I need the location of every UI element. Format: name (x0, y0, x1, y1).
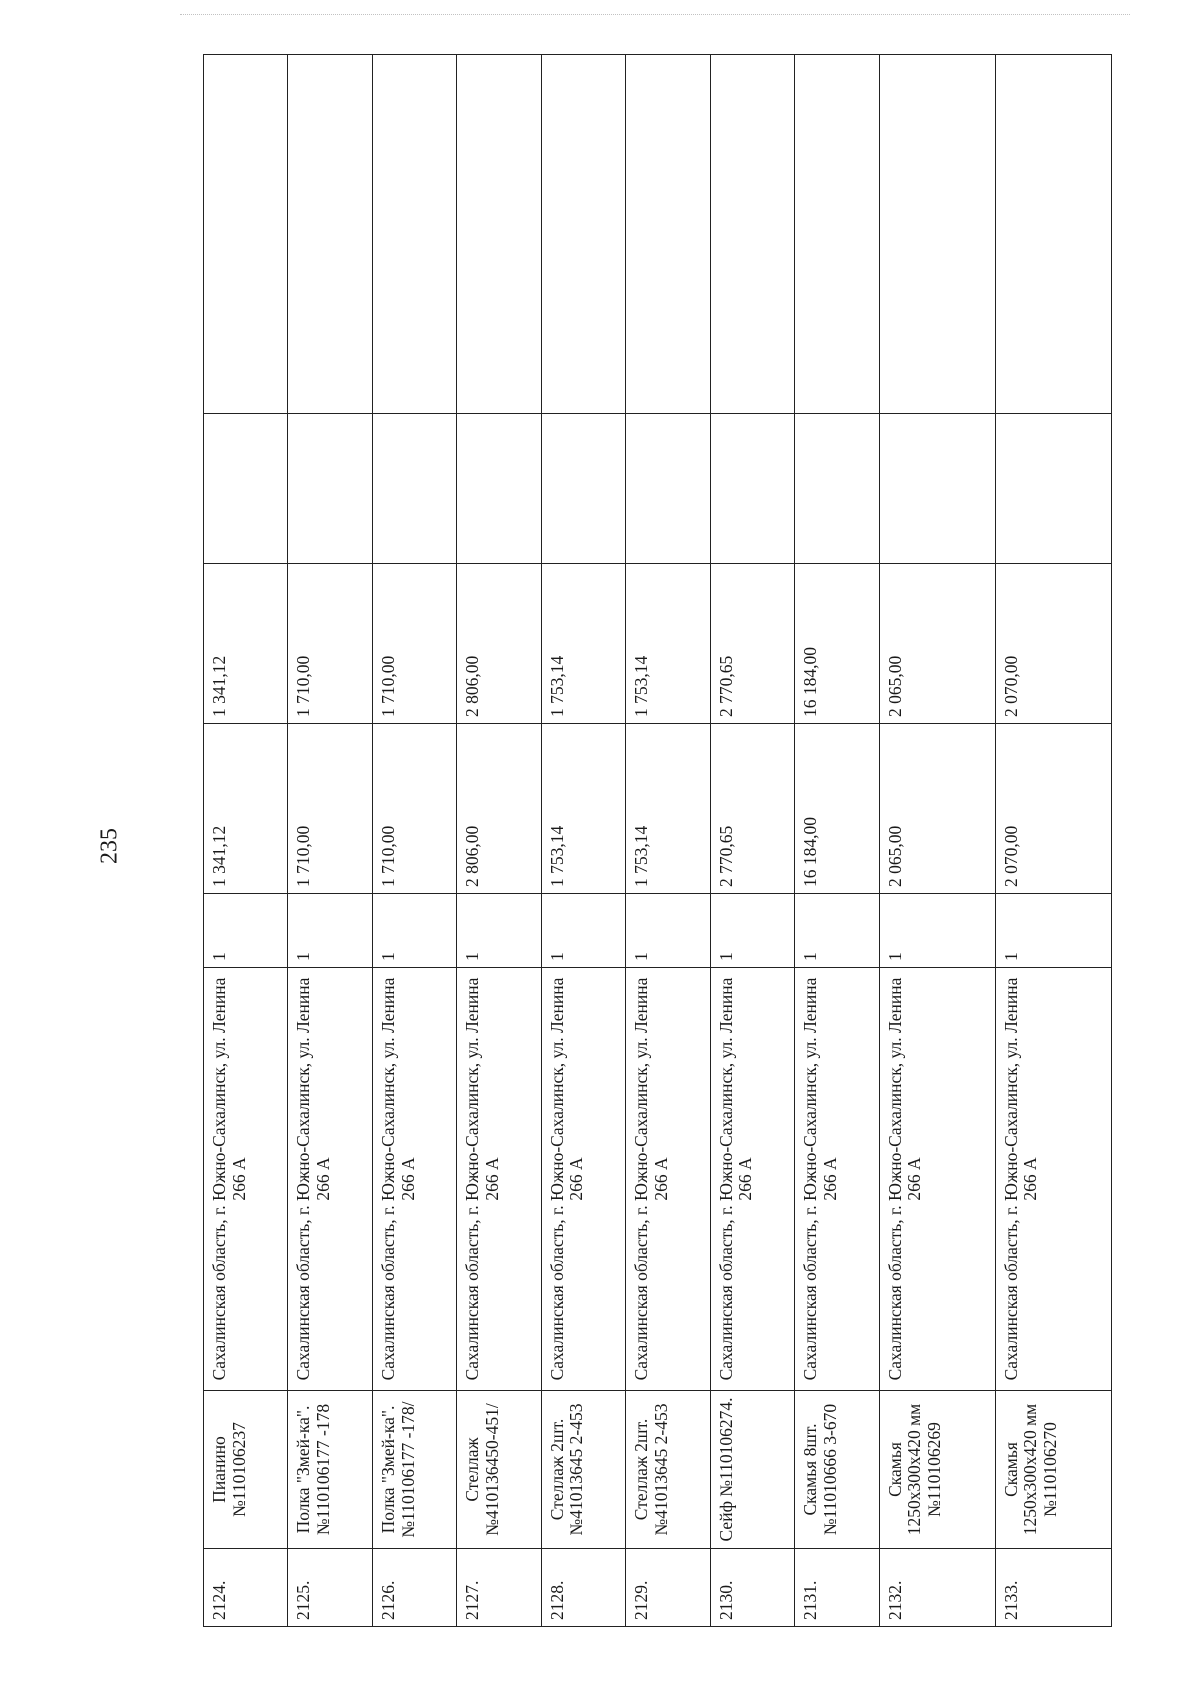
cell-address: Сахалинская область, г. Южно-Сахалинск, ул. Ленина 266 А (995, 968, 1111, 1391)
table-row (795, 55, 879, 1627)
cell-quantity: 1 (288, 894, 372, 968)
cell-empty-2 (626, 55, 710, 414)
cell-cost: 1 753,14 (626, 724, 710, 894)
cell-cost: 2 770,65 (710, 724, 794, 894)
cell-address: Сахалинская область, г. Южно-Сахалинск, ул. Ленина 266 А (879, 968, 995, 1391)
table-row (288, 55, 372, 1627)
table-row (457, 55, 541, 1627)
cell-cost: 2 070,00 (995, 724, 1111, 894)
cell-residual-value: 2 070,00 (995, 564, 1111, 724)
cell-empty-1 (710, 414, 794, 564)
cell-empty-1 (995, 414, 1111, 564)
cell-empty-1 (795, 414, 879, 564)
table-row (541, 55, 625, 1627)
cell-empty-2 (879, 55, 995, 414)
cell-quantity: 1 (457, 894, 541, 968)
cell-empty-2 (541, 55, 625, 414)
cell-address: Сахалинская область, г. Южно-Сахалинск, ул. Ленина 266 А (710, 968, 794, 1391)
cell-number: 2126. (372, 1549, 456, 1627)
cell-number: 2128. (541, 1549, 625, 1627)
cell-item-name: Сейф №110106274. (710, 1391, 794, 1549)
cell-empty-2 (795, 55, 879, 414)
cell-residual-value: 2 770,65 (710, 564, 794, 724)
cell-residual-value: 2 806,00 (457, 564, 541, 724)
table-row (879, 55, 995, 1627)
scan-edge-marks (180, 14, 1130, 33)
cell-address: Сахалинская область, г. Южно-Сахалинск, ул. Ленина 266 А (288, 968, 372, 1391)
cell-empty-1 (626, 414, 710, 564)
cell-number: 2131. (795, 1549, 879, 1627)
rotated-table-container (203, 55, 1112, 1627)
cell-address: Сахалинская область, г. Южно-Сахалинск, ул. Ленина 266 А (541, 968, 625, 1391)
cell-residual-value: 1 710,00 (288, 564, 372, 724)
cell-address: Сахалинская область, г. Южно-Сахалинск, ул. Ленина 266 А (204, 968, 288, 1391)
cell-item-name: Полка "Змей-ка".№110106177 -178/ (372, 1391, 456, 1549)
table-row (372, 55, 456, 1627)
cell-empty-2 (995, 55, 1111, 414)
table-row (204, 55, 288, 1627)
cell-item-name: Стеллаж 2шт.№41013645 2-453 (541, 1391, 625, 1549)
cell-address: Сахалинская область, г. Южно-Сахалинск, ул. Ленина 266 А (457, 968, 541, 1391)
cell-cost: 16 184,00 (795, 724, 879, 894)
cell-quantity: 1 (995, 894, 1111, 968)
cell-quantity: 1 (541, 894, 625, 968)
cell-number: 2130. (710, 1549, 794, 1627)
cell-item-name: Стеллаж №410136450-451/ (457, 1391, 541, 1549)
cell-residual-value: 1 753,14 (541, 564, 625, 724)
cell-quantity: 1 (372, 894, 456, 968)
cell-number: 2125. (288, 1549, 372, 1627)
cell-item-name: Скамья 8шт.№11010666 3-670 (795, 1391, 879, 1549)
cell-empty-2 (710, 55, 794, 414)
cell-empty-1 (372, 414, 456, 564)
cell-empty-2 (204, 55, 288, 414)
cell-residual-value: 1 753,14 (626, 564, 710, 724)
cell-quantity: 1 (710, 894, 794, 968)
inventory-table (203, 54, 1112, 1627)
page-number: 235 (96, 828, 123, 864)
cell-residual-value: 1 341,12 (204, 564, 288, 724)
cell-empty-1 (879, 414, 995, 564)
cell-empty-2 (372, 55, 456, 414)
cell-number: 2133. (995, 1549, 1111, 1627)
cell-number: 2132. (879, 1549, 995, 1627)
cell-residual-value: 2 065,00 (879, 564, 995, 724)
cell-cost: 2 065,00 (879, 724, 995, 894)
table-row (995, 55, 1111, 1627)
cell-residual-value: 16 184,00 (795, 564, 879, 724)
cell-address: Сахалинская область, г. Южно-Сахалинск, ул. Ленина 266 А (795, 968, 879, 1391)
cell-item-name: Скамья 1250x300x420 мм №110106269 (879, 1391, 995, 1549)
cell-cost: 1 753,14 (541, 724, 625, 894)
table-row (626, 55, 710, 1627)
cell-empty-1 (457, 414, 541, 564)
table-body (204, 55, 1112, 1627)
cell-empty-2 (457, 55, 541, 414)
cell-cost: 1 341,12 (204, 724, 288, 894)
cell-empty-1 (204, 414, 288, 564)
cell-quantity: 1 (626, 894, 710, 968)
table-row (710, 55, 794, 1627)
cell-residual-value: 1 710,00 (372, 564, 456, 724)
cell-number: 2127. (457, 1549, 541, 1627)
cell-cost: 1 710,00 (288, 724, 372, 894)
cell-cost: 1 710,00 (372, 724, 456, 894)
cell-address: Сахалинская область, г. Южно-Сахалинск, ул. Ленина 266 А (626, 968, 710, 1391)
cell-item-name: Стеллаж 2шт.№41013645 2-453 (626, 1391, 710, 1549)
cell-item-name: Скамья 1250x300x420 мм №110106270 (995, 1391, 1111, 1549)
cell-item-name: Пианино №110106237 (204, 1391, 288, 1549)
cell-number: 2129. (626, 1549, 710, 1627)
cell-empty-2 (288, 55, 372, 414)
cell-address: Сахалинская область, г. Южно-Сахалинск, ул. Ленина 266 А (372, 968, 456, 1391)
cell-quantity: 1 (204, 894, 288, 968)
cell-quantity: 1 (879, 894, 995, 968)
cell-number: 2124. (204, 1549, 288, 1627)
cell-item-name: Полка "Змей-ка".№110106177 -178 (288, 1391, 372, 1549)
cell-cost: 2 806,00 (457, 724, 541, 894)
cell-empty-1 (288, 414, 372, 564)
cell-empty-1 (541, 414, 625, 564)
cell-quantity: 1 (795, 894, 879, 968)
